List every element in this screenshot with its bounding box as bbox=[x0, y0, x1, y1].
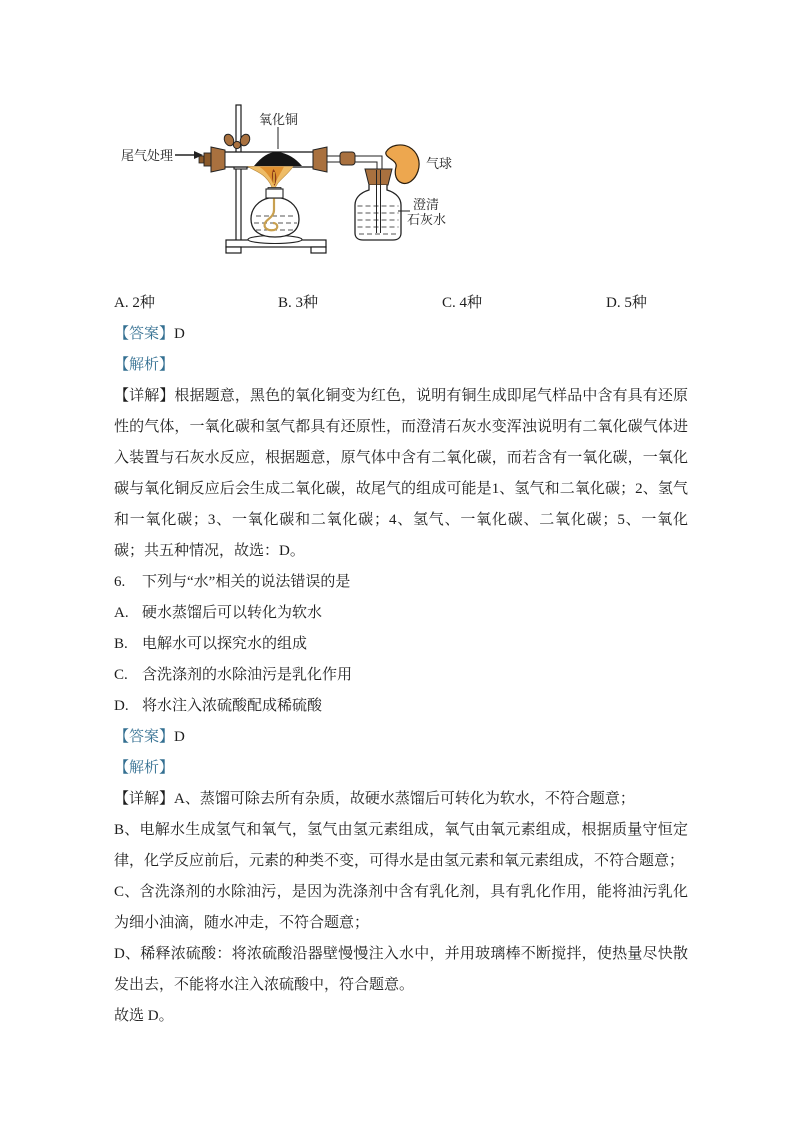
answer-bracket-label: 【答案】 bbox=[114, 729, 175, 745]
option-text: 5种 bbox=[624, 295, 647, 311]
balloon-label: 气球 bbox=[426, 156, 453, 171]
q6-stem bbox=[114, 567, 688, 598]
q6-detail-paragraph-d: D、稀释浓硫酸：将浓硫酸沿器壁慢慢注入水中，并用玻璃棒不断搅拌，使热量尽快散发出去，不能将水注入浓硫酸中，符合题意。 bbox=[114, 946, 688, 993]
q6-option-a[interactable] bbox=[114, 598, 688, 629]
document-content bbox=[114, 92, 688, 1032]
limewater-bottle-icon bbox=[355, 169, 401, 240]
option-letter: B. bbox=[278, 295, 292, 311]
q6-option-d[interactable] bbox=[114, 691, 688, 722]
limewater-label-line2: 石灰水 bbox=[407, 212, 447, 227]
option-letter: A. bbox=[114, 605, 129, 621]
q5-option-b[interactable] bbox=[278, 288, 442, 319]
limewater-label-line1: 澄清 bbox=[413, 197, 440, 212]
left-stopper-icon bbox=[199, 147, 225, 172]
balloon-icon bbox=[386, 145, 419, 183]
option-text: 4种 bbox=[459, 295, 483, 311]
q5-option-d[interactable] bbox=[606, 288, 647, 319]
option-text: 3种 bbox=[295, 295, 319, 311]
q6-stem-text: 下列与“水”相关的说法错误的是 bbox=[142, 574, 351, 590]
q6-answer-line bbox=[114, 722, 688, 753]
q6-option-b[interactable] bbox=[114, 629, 688, 660]
rubber-connector-icon bbox=[340, 152, 355, 165]
option-text: 硬水蒸馏后可以转化为软水 bbox=[142, 605, 323, 621]
delivery-tube-icon bbox=[355, 156, 382, 169]
copper-oxide-label: 氧化铜 bbox=[259, 112, 299, 127]
option-letter: D. bbox=[114, 698, 129, 714]
option-letter: C. bbox=[114, 667, 128, 683]
analysis-bracket-label: 【解析】 bbox=[114, 760, 175, 776]
option-text: 电解水可以探究水的组成 bbox=[142, 636, 308, 652]
q6-detail-paragraph-c: C、含洗涤剂的水除油污，是因为洗涤剂中含有乳化剂，具有乳化作用，能将油污乳化为细小油滴，随水冲走，不符合题意； bbox=[114, 884, 688, 931]
q6-option-c[interactable] bbox=[114, 660, 688, 691]
option-text: 含洗涤剂的水除油污是乳化作用 bbox=[142, 667, 353, 683]
q5-option-a[interactable] bbox=[114, 288, 278, 319]
q6-detail-paragraph-a: 【详解】A、蒸馏可除去所有杂质，故硬水蒸馏后可转化为软水，不符合题意； bbox=[114, 791, 635, 807]
chemistry-apparatus-diagram bbox=[118, 92, 478, 270]
q6-answer-value: D bbox=[174, 729, 185, 745]
answer-bracket-label: 【答案】 bbox=[114, 326, 175, 342]
alcohol-lamp-icon bbox=[248, 188, 302, 244]
q6-detail-paragraph-b: B、电解水生成氢气和氧气，氢气由氢元素组成，氧气由氧元素组成，根据质量守恒定律，化学反应前后，元素的种类不变，可得水是由氢元素和氧元素组成，不符合题意； bbox=[114, 822, 688, 869]
option-letter: C. bbox=[442, 295, 456, 311]
alcohol-lamp-flame-icon bbox=[248, 167, 293, 190]
option-text: 将水注入浓硫酸配成稀硫酸 bbox=[142, 698, 323, 714]
option-text: 2种 bbox=[132, 295, 155, 311]
q6-number: 6. bbox=[114, 574, 126, 590]
q6-conclusion-line: 故选 D。 bbox=[114, 1008, 174, 1024]
q5-answer-line bbox=[114, 319, 688, 350]
q5-detail-paragraph: 【详解】根据题意，黑色的氧化铜变为红色，说明有铜生成即尾气样品中含有具有还原性的气体，一氧化碳和氢气都具有还原性，而澄清石灰水变浑浊说明有二氧化碳气体进入装置与石灰水反应，根据题意，原气体中含有二氧化碳，而若含有一氧化碳，一氧化碳与氧化铜反应后会生成二氧化碳，故尾气的组成可能是1、氢气和二氧化碳；2、氢气和一氧化碳；3、一氧化碳和二氧化碳；4、氢气、一氧化碳、二氧化碳；5、一氧化碳；共五种情况，故选：D。 bbox=[114, 388, 688, 559]
q5-analysis-line bbox=[114, 350, 688, 381]
analysis-bracket-label: 【解析】 bbox=[114, 357, 175, 373]
option-letter: B. bbox=[114, 636, 128, 652]
q5-option-c[interactable] bbox=[442, 288, 606, 319]
q6-analysis-line bbox=[114, 753, 688, 784]
option-letter: D. bbox=[606, 295, 621, 311]
option-letter: A. bbox=[114, 295, 129, 311]
q5-options-row bbox=[114, 288, 688, 319]
right-stopper-icon bbox=[313, 147, 382, 172]
apparatus-figure bbox=[118, 92, 688, 282]
q5-answer-value: D bbox=[174, 326, 185, 342]
tail-gas-label: 尾气处理 bbox=[121, 148, 174, 163]
